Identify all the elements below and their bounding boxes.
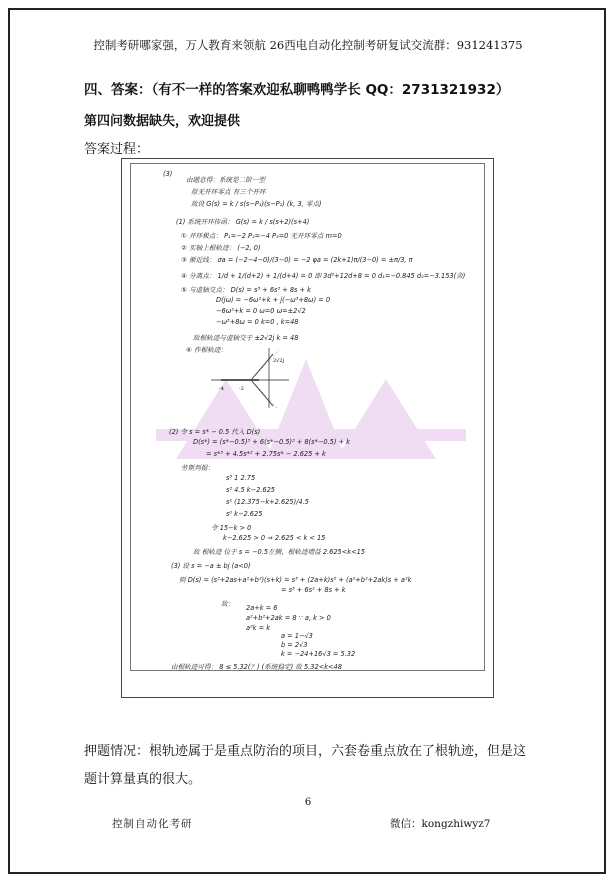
page-number: 6 xyxy=(304,797,312,808)
hw-line: ② 实轴上根轨迹： (−2, 0) xyxy=(181,244,261,252)
hw-line: 令 15−k > 0 xyxy=(211,524,252,532)
svg-text:-4: -4 xyxy=(219,386,224,392)
answer-process-label: 答案过程： xyxy=(84,142,150,157)
hw-line: (3) 设 s = −a ± bj (a<0) xyxy=(171,562,251,570)
hw-line: = s³ + 6s² + 8s + k xyxy=(281,586,346,594)
hw-line: ⑤ 与虚轴交点： D(s) = s³ + 6s² + 8s + k xyxy=(181,286,311,294)
hw-line: b = 2√3 xyxy=(281,641,308,649)
footer-wechat: 微信：kongzhiwyz7 xyxy=(390,818,491,830)
hw-line: 故： xyxy=(221,600,235,608)
hw-line: ① 开环极点： P₁=−2 P₂=−4 P₃=0 无开环零点 m=0 xyxy=(181,232,342,240)
hw-line: s⁰ k−2.625 xyxy=(226,510,263,518)
footer-left-text: 控制自动化考研 xyxy=(112,818,193,830)
hw-line: −6ω²+k = 0 ω=0 ω=±2√2 xyxy=(216,307,306,315)
hw-line: a = 1−√3 xyxy=(281,632,313,640)
hw-line: a²+b²+2ak = 8 ∵ a, k > 0 xyxy=(246,614,331,622)
hw-line: k = −24+16√3 = 5.32 xyxy=(281,650,356,658)
commentary-paragraph: 押题情况：根轨迹属于是重点防治的项目，六套卷重点放在了根轨迹，但是这题计算量真的很大。 xyxy=(84,744,527,787)
hw-line: ④ 分离点： 1/d + 1/(d+2) + 1/(d+4) = 0 即 3d²+12d+8 = 0 d₁=−0.845 d₂=−3.153(舍) xyxy=(181,272,466,280)
hw-line: −ω³+8ω = 0 k=0 , k=48 xyxy=(216,318,299,326)
hw-line: ⑥ 作根轨迹： xyxy=(186,346,227,354)
hw-line: s³ 1 2.75 xyxy=(226,474,256,482)
hw-line: 2a+k = 6 xyxy=(246,604,278,612)
hw-line: D(s*) = (s*−0.5)³ + 6(s*−0.5)² + 8(s*−0.5) + k xyxy=(193,438,350,446)
hw-line: 则 D(s) = (s²+2as+a²+b²)(s+k) = s³ + (2a+k)s² + (a²+b²+2ak)s + a²k xyxy=(179,576,412,584)
hw-line: 原无开环零点 有三个开环 xyxy=(191,188,266,196)
hw-line: k−2.625 > 0 ⇒ 2.625 < k < 15 xyxy=(223,534,326,542)
hw-line: 故设 G(s) = k / s(s−P₁)(s−P₂) (k, 3, 零点) xyxy=(191,200,322,208)
handwritten-solution xyxy=(130,163,485,671)
scanned-answer-sheet xyxy=(121,158,494,698)
page-header: 控制考研哪家强，万人教育来领航 26西电自动化控制考研复试交流群：931241375 xyxy=(93,38,523,52)
hw-line: ③ 渐近线： σa = (−2−4−0)/(3−0) = −2 φa = (2k+1)π/(3−0) = ±π/3, π xyxy=(181,256,413,264)
svg-text:-2: -2 xyxy=(239,386,244,392)
hw-line: 由题意得：系统是二阶一型 xyxy=(186,176,266,184)
hw-line: (3) xyxy=(163,170,173,178)
answer-heading: 四、答案：（有不一样的答案欢迎私聊鸭鸭学长 QQ：2731321932） xyxy=(84,82,510,98)
hw-line: (2) 令 s = s* − 0.5 代入 D(s) xyxy=(169,428,261,436)
hw-line: a²k = k xyxy=(246,624,271,632)
hw-line: = s*³ + 4.5s*² + 2.75s* − 2.625 + k xyxy=(206,450,326,458)
hw-line: s² 4.5 k−2.625 xyxy=(226,486,275,494)
hw-line: s¹ (12.375−k+2.625)/4.5 xyxy=(226,498,309,506)
hw-line: D(jω) = −6ω²+k + j(−ω³+8ω) = 0 xyxy=(216,296,331,304)
hw-line: 劳斯判据： xyxy=(181,464,214,472)
missing-data-note: 第四问数据缺失，欢迎提供 xyxy=(84,114,241,129)
hw-line: 故 根轨迹 位于 s = −0.5左侧，根轨迹增益 2.625<k<15 xyxy=(193,548,365,556)
hw-line: 故根轨迹与虚轴交于 ±2√2j k = 48 xyxy=(193,334,299,342)
hw-line: (1) 系统开环传函： G(s) = k / s(s+2)(s+4) xyxy=(176,218,310,226)
svg-text:2√2j: 2√2j xyxy=(273,358,285,364)
root-locus-sketch xyxy=(211,348,291,408)
hw-line: 由根轨迹可得： 8 ≤ 5.32(？) (系统稳定) 故 5.32<k<48 xyxy=(171,663,342,671)
